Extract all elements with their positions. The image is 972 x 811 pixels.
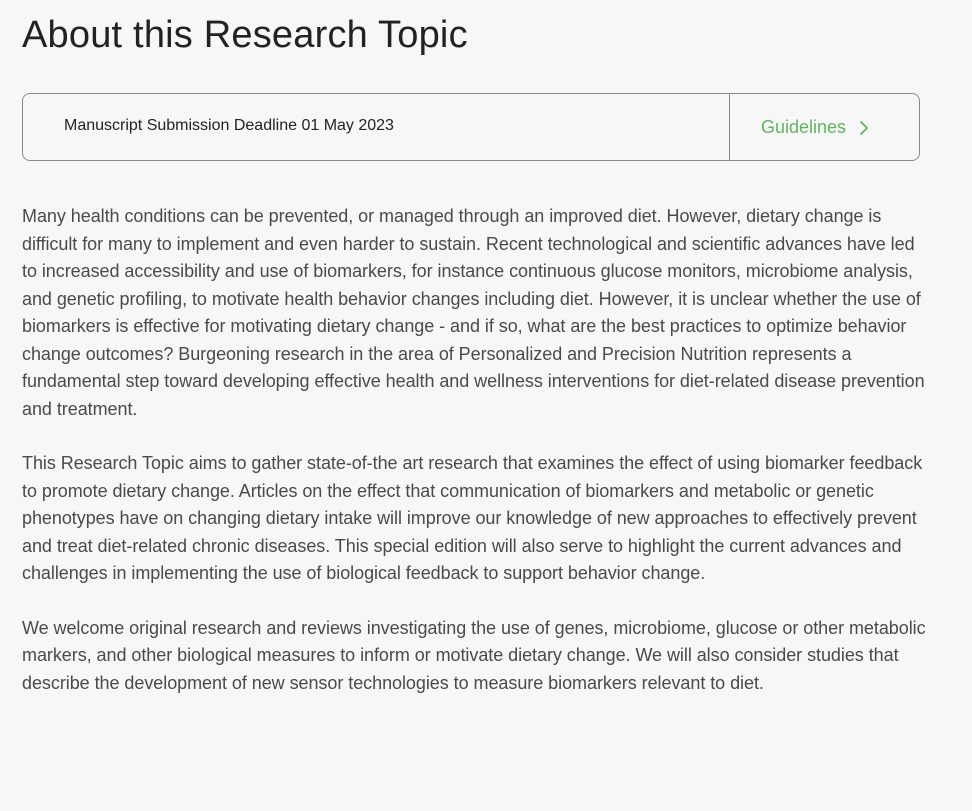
page-title: About this Research Topic [22, 14, 468, 56]
submission-deadline: Manuscript Submission Deadline 01 May 2023 [64, 117, 394, 134]
guidelines-label: Guidelines [761, 116, 847, 137]
description-paragraph: We welcome original research and reviews investigating the use of genes, microbiome, glucose or other metabolic markers, and other biological measures to inform or motivate dietary change. We will also consider studies that describe the development of new sensor technologies to measure biomarkers relevant to diet. [22, 617, 926, 693]
chevron-right-icon [856, 120, 872, 136]
deadline-box [22, 93, 920, 161]
guidelines-link[interactable] [729, 94, 919, 160]
description-paragraph: This Research Topic aims to gather state-of-the art research that examines the effect of using biomarker feedback to promote dietary change. Articles on the effect that communication of biomarkers and metabolic or genetic phenotypes have on changing dietary intake will improve our knowledge of new approaches to effectively prevent and treat diet-related chronic diseases. This special edition will also serve to highlight the current advances and challenges in implementing the use of biological feedback to support behavior change. [22, 453, 923, 583]
description-paragraph: Many health conditions can be prevented, or managed through an improved diet. However, dietary change is difficult for many to implement and even harder to sustain. Recent technological and scientific advances have led to increased accessibility and use of biomarkers, for instance continuous glucose monitors, microbiome analysis, and genetic profiling, to motivate health behavior changes including diet. However, it is unclear whether the use of biomarkers is effective for motivating dietary change - and if so, what are the best practices to optimize behavior change outcomes? Burgeoning research in the area of Personalized and Precision Nutrition represents a fundamental step toward developing effective health and wellness interventions for diet-related disease prevention and treatment. [22, 206, 925, 419]
research-topic-description [22, 203, 932, 724]
